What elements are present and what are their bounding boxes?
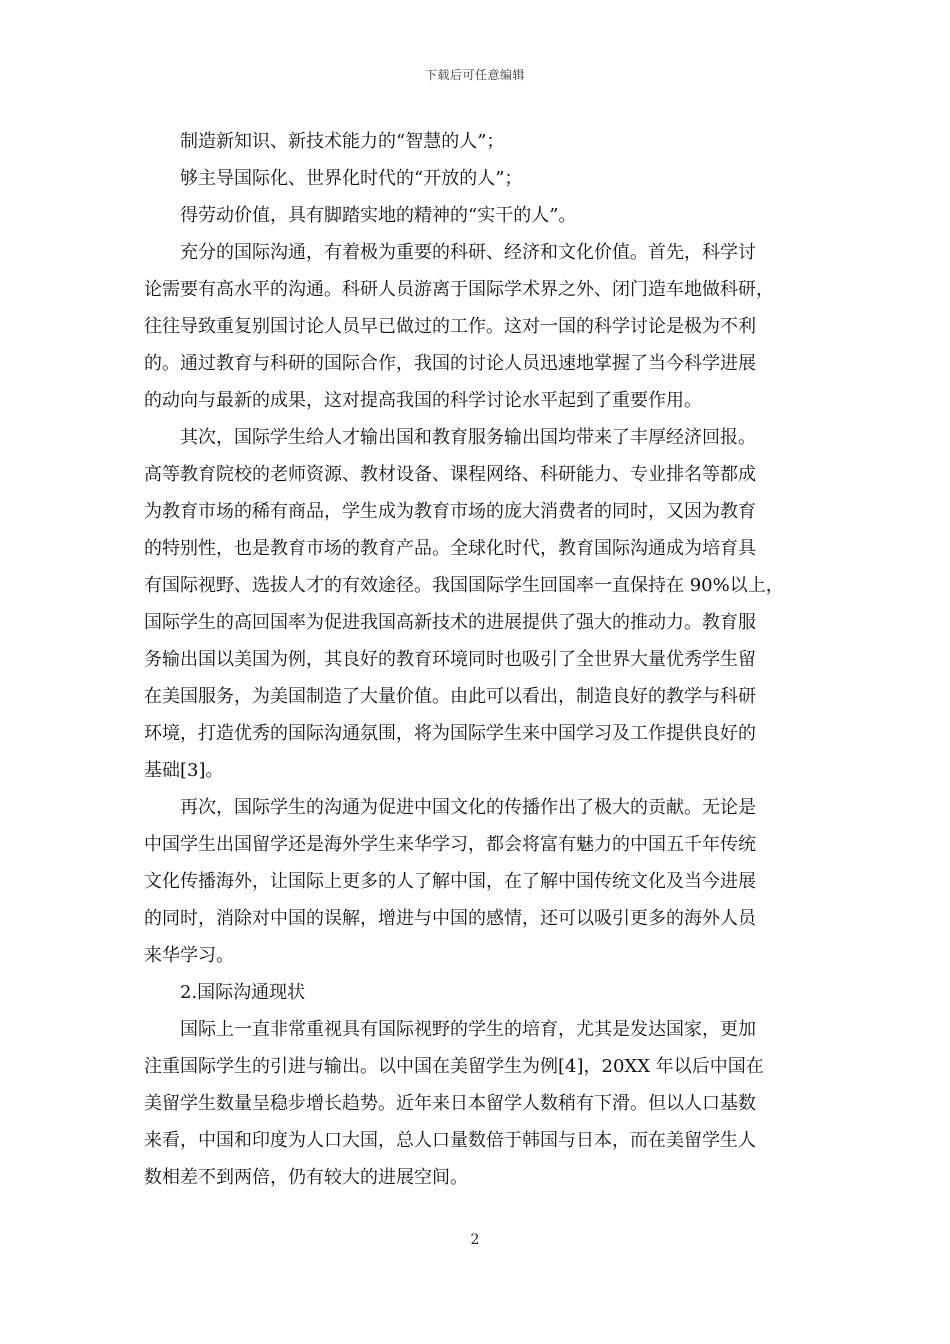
text-line: 的特别性，也是教育市场的教育产品。全球化时代，教育国际沟通成为培育具 [144, 538, 756, 559]
text-line: 高等教育院校的老师资源、教材设备、课程网络、科研能力、专业排名等都成 [144, 464, 756, 485]
text-line: 充分的国际沟通，有着极为重要的科研、经济和文化价值。首先，科学讨 [180, 242, 756, 263]
text-line: 得劳动价值，具有脚踏实地的精神的“实干的人”。 [180, 205, 577, 226]
text-line: 基础[3]。 [144, 760, 224, 781]
text-line: 的动向与最新的成果，这对提高我国的科学讨论水平起到了重要作用。 [144, 390, 702, 411]
text-line: 2.国际沟通现状 [180, 982, 306, 1003]
text-line: 有国际视野、选拔人才的有效途径。我国国际学生回国率一直保持在 90%以上， [144, 575, 784, 596]
text-line: 往往导致重复别国讨论人员早已做过的工作。这对一国的科学讨论是极为不利 [144, 316, 756, 337]
text-line: 为教育市场的稀有商品，学生成为教育市场的庞大消费者的同时，又因为教育 [144, 501, 756, 522]
text-line: 文化传播海外，让国际上更多的人了解中国，在了解中国传统文化及当今进展 [144, 871, 756, 892]
text-line: 环境，打造优秀的国际沟通氛围，将为国际学生来中国学习及工作提供良好的 [144, 723, 756, 744]
text-line: 务输出国以美国为例，其良好的教育环境同时也吸引了全世界大量优秀学生留 [144, 649, 756, 670]
text-line: 注重国际学生的引进与输出。以中国在美留学生为例[4]，20XX 年以后中国在 [144, 1056, 764, 1077]
text-line: 论需要有高水平的沟通。科研人员游离于国际学术界之外、闭门造车地做科研， [144, 279, 774, 300]
text-line: 再次，国际学生的沟通为促进中国文化的传播作出了极大的贡献。无论是 [180, 797, 756, 818]
text-line: 的同时，消除对中国的误解，增进与中国的感情，还可以吸引更多的海外人员 [144, 908, 756, 929]
page-header: 下载后可任意编辑 [424, 68, 525, 82]
text-line: 来看，中国和印度为人口大国，总人口量数倍于韩国与日本，而在美留学生人 [144, 1130, 756, 1151]
text-line: 的。通过教育与科研的国际合作，我国的讨论人员迅速地掌握了当今科学进展 [144, 353, 756, 374]
text-line: 美留学生数量呈稳步增长趋势。近年来日本留学人数稍有下滑。但以人口基数 [144, 1093, 756, 1114]
text-line: 中国学生出国留学还是海外学生来华学习，都会将富有魅力的中国五千年传统 [144, 834, 756, 855]
text-line: 国际学生的高回国率为促进我国高新技术的进展提供了强大的推动力。教育服 [144, 612, 756, 633]
text-line: 够主导国际化、世界化时代的“开放的人”； [180, 168, 523, 189]
text-line: 数相差不到两倍，仍有较大的进展空间。 [144, 1167, 468, 1188]
text-line: 国际上一直非常重视具有国际视野的学生的培育，尤其是发达国家，更加 [180, 1019, 756, 1040]
page-number: 2 [470, 1232, 480, 1248]
text-line: 其次，国际学生给人才输出国和教育服务输出国均带来了丰厚经济回报。 [180, 427, 756, 448]
text-line: 在美国服务，为美国制造了大量价值。由此可以看出，制造良好的教学与科研 [144, 686, 756, 707]
document-body [144, 123, 806, 1196]
text-line: 制造新知识、新技术能力的“智慧的人”； [180, 131, 505, 152]
text-line: 来华学习。 [144, 945, 234, 966]
